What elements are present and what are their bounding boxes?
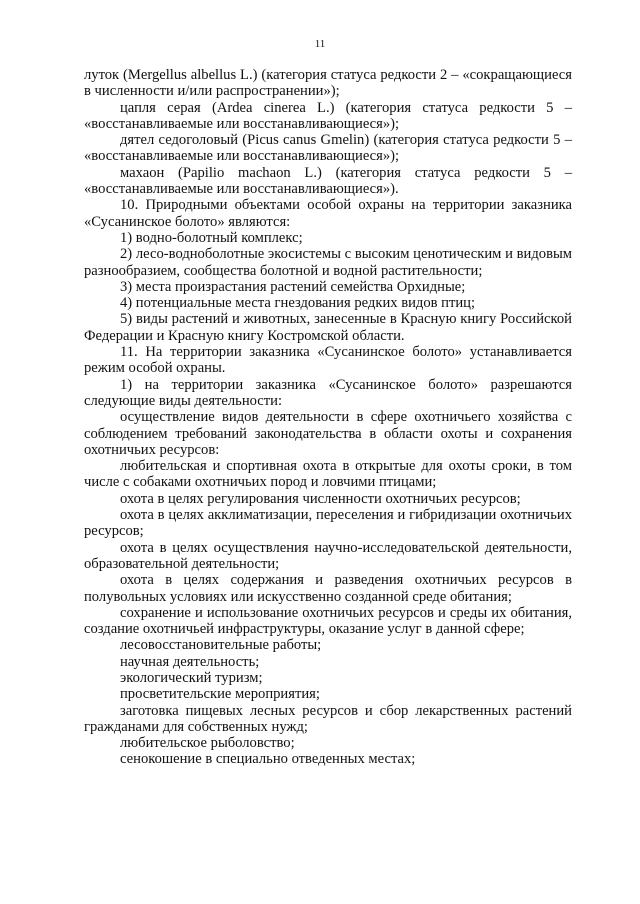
paragraph-haymaking: сенокошение в специально отведенных местах; xyxy=(120,751,416,768)
paragraph-education: просветительские мероприятия; xyxy=(120,686,320,703)
paragraph-hunting-breeding: охота в целях содержания и разведения охотничьих ресурсов в полувольных условиях или искусственно созданной среде обитания; xyxy=(84,572,572,605)
paragraph-item-1-wetland: 1) водно-болотный комплекс; xyxy=(120,229,303,246)
paragraph-hunting-research: охота в целях осуществления научно-исследовательской деятельности, образовательной деятельности; xyxy=(84,539,572,572)
paragraph-hunting-regulation: охота в целях регулирования численности охотничьих ресурсов; xyxy=(120,490,521,507)
paragraph-amateur-hunting: любительская и спортивная охота в открытые для охоты сроки, в том числе с собаками охотничьих пород и ловчими птицами; xyxy=(84,458,572,491)
paragraph-item-4-nesting: 4) потенциальные места гнездования редких видов птиц; xyxy=(120,295,476,312)
paragraph-reforestation: лесовосстановительные работы; xyxy=(120,637,322,654)
paragraph-fishing: любительское рыболовство; xyxy=(120,735,295,752)
paragraph-species-smew: луток (Mergellus albellus L.) (категория статуса редкости 2 – «сокращающиеся в численности и/или распространении»); xyxy=(84,67,572,100)
page-number: 11 xyxy=(314,38,326,50)
paragraph-hunting-acclimatization: охота в целях акклиматизации, переселения и гибридизации охотничьих ресурсов; xyxy=(84,507,572,540)
document-body xyxy=(84,67,572,768)
paragraph-science: научная деятельность; xyxy=(120,653,260,670)
paragraph-item-5-red-book: 5) виды растений и животных, занесенные в Красную книгу Российской Федерации и Красную книгу Костромской области. xyxy=(84,311,572,344)
paragraph-resource-conservation: сохранение и использование охотничьих ресурсов и среды их обитания, создание охотничьей инфраструктуры, оказание услуг в данной сфере; xyxy=(84,604,572,638)
paragraph-hunting-economy: осуществление видов деятельности в сфере охотничьего хозяйства с соблюдением требований законодательства в области охоты и сохранения охотничьих ресурсов: xyxy=(84,409,572,458)
paragraph-species-swallowtail: махаон (Papilio machaon L.) (категория статуса редкости 5 – «восстанавливаемые или восстанавливающиеся»). xyxy=(84,164,572,198)
paragraph-ecotourism: экологический туризм; xyxy=(120,669,263,686)
paragraph-allowed-activities: 1) на территории заказника «Сусанинское болото» разрешаются следующие виды деятельности: xyxy=(84,376,572,409)
paragraph-species-grey-headed-woodpecker: дятел седоголовый (Picus canus Gmelin) (категория статуса редкости 5 – «восстанавливаемые или восстанавливающиеся»); xyxy=(84,132,572,165)
paragraph-section-10: 10. Природными объектами особой охраны на территории заказника «Сусанинское болото» являются: xyxy=(84,197,572,230)
paragraph-item-2-ecosystems: 2) лесо-водноболотные экосистемы с высоким ценотическим и видовым разнообразием, сообщества болотной и водной растительности; xyxy=(84,246,572,279)
paragraph-species-grey-heron: цапля серая (Ardea cinerea L.) (категория статуса редкости 5 – «восстанавливаемые или восстанавливающиеся»); xyxy=(84,99,572,132)
paragraph-section-11: 11. На территории заказника «Сусанинское болото» устанавливается режим особой охраны. xyxy=(84,344,572,377)
paragraph-forest-resources: заготовка пищевых лесных ресурсов и сбор лекарственных растений гражданами для собственных нужд; xyxy=(84,702,572,735)
paragraph-item-3-orchids: 3) места произрастания растений семейства Орхидные; xyxy=(120,278,466,295)
